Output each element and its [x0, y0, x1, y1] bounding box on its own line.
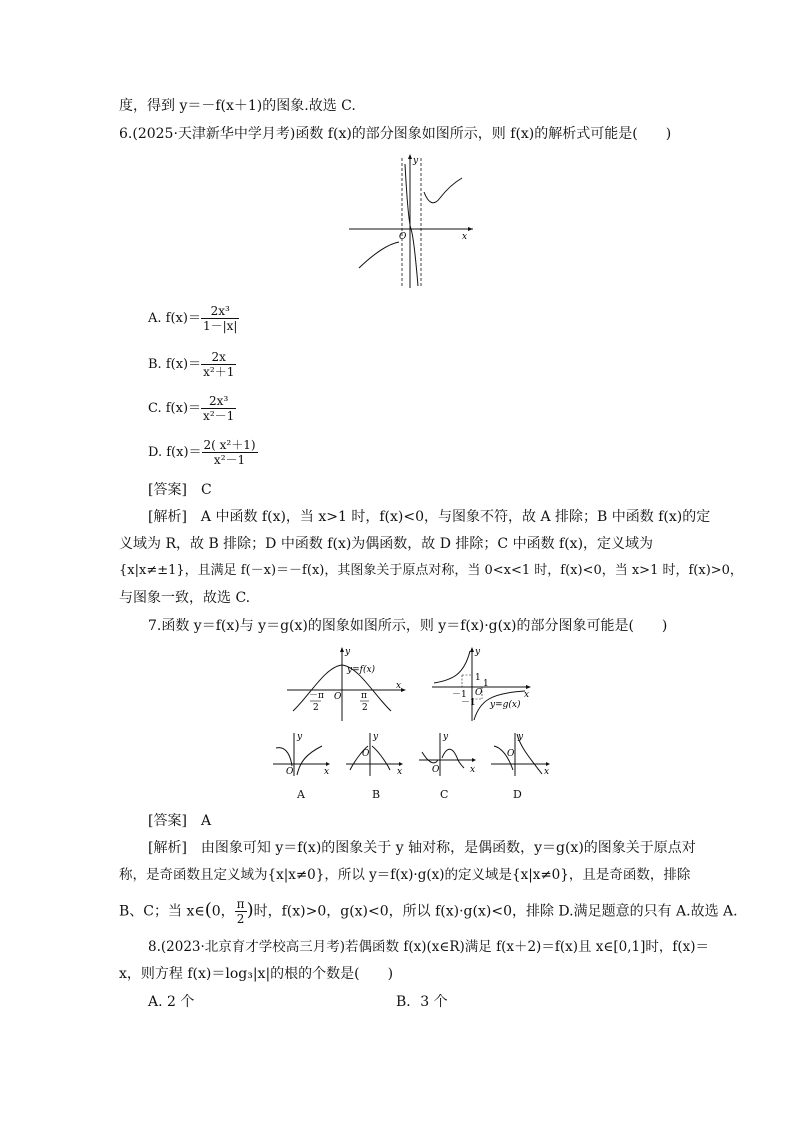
svg-text:O: O	[286, 767, 294, 777]
svg-text:y: y	[373, 732, 379, 742]
explanation-6-line1: [解析] A 中函数 f(x)，当 x>1 时，f(x)<0，与图象不符，故 A 排除；B 中函数 f(x)的定	[148, 509, 711, 525]
svg-text:x: x	[544, 767, 550, 777]
q6-figure	[345, 150, 475, 290]
text-line: 度，得到 y＝－f(x＋1)的图象.故选 C.	[119, 98, 356, 114]
question-7: 7.函数 y＝f(x)与 y＝g(x)的图象如图所示，则 y＝f(x)·g(x)的部分图象可能是( )	[148, 618, 668, 634]
svg-text:π: π	[361, 691, 367, 701]
svg-text:－π: －π	[309, 691, 324, 701]
y-label: y	[413, 156, 419, 166]
svg-text:－1: －1	[452, 690, 467, 700]
svg-text:－1: －1	[461, 698, 476, 708]
question-8-line1: 8.(2023·北京育才学校高三月考)若偶函数 f(x)(x∈R)满足 f(x＋2)＝f(x)且 x∈[0,1]时，f(x)＝	[148, 939, 710, 955]
question-6: 6.(2025·天津新华中学月考)函数 f(x)的部分图象如图所示，则 f(x)的解析式可能是( )	[119, 126, 672, 142]
g-curve-left	[434, 651, 470, 683]
explanation-6-line3: {x|x≠±1}，且满足 f(－x)＝－f(x)，其图象关于原点对称，当 0<x<1 时，f(x)<0，当 x>1 时，f(x)>0，	[119, 563, 743, 578]
q7-sublabel-b: B	[372, 788, 381, 801]
q7-gx-graph	[430, 645, 535, 723]
q7-sublabel-a: A	[297, 788, 305, 801]
svg-text:x: x	[470, 765, 476, 775]
svg-text:y: y	[443, 732, 449, 742]
svg-text:O: O	[475, 688, 483, 698]
svg-text:O: O	[334, 692, 342, 702]
explanation-7-line1: [解析] 由图象可知 y＝f(x)的图象关于 y 轴对称，是偶函数，y＝g(x)的图象关于原点对	[148, 840, 696, 856]
curve-left-branch	[359, 242, 399, 268]
option-6d: D. f(x)＝ $\frac{\text{2( x²＋1)}}{\text{x²－1}}$	[148, 438, 256, 467]
curve-middle-branch	[405, 164, 418, 286]
g-label: y=g(x)	[490, 700, 521, 710]
x-label: x	[462, 232, 468, 242]
option-6a: A. f(x)＝ $\frac{\text{2x³}}{1-|x|}$	[148, 304, 238, 333]
explanation-7-line2: 称，是奇函数且定义域为{x|x≠0}，所以 y＝f(x)·g(x)的定义域是{x|x≠0}，且是奇函数，排除	[119, 867, 691, 883]
svg-text:y: y	[518, 732, 524, 742]
svg-text:x: x	[524, 690, 530, 700]
q7-option-a-graph	[272, 730, 332, 778]
answer-7: [答案] A	[148, 813, 212, 829]
svg-text:O: O	[432, 765, 440, 775]
origin-label: O	[399, 232, 407, 242]
q7-sublabel-c: C	[440, 788, 449, 801]
explanation-6-line2: 义域为 R，故 B 排除；D 中函数 f(x)为偶函数，故 D 排除；C 中函数 f(x)，定义域为	[119, 536, 654, 552]
svg-text:x: x	[397, 767, 403, 777]
q7-option-b-graph	[345, 730, 405, 778]
q7-option-c-graph	[418, 730, 478, 778]
q7-fx-graph	[285, 645, 410, 723]
question-8-line2: x，则方程 f(x)＝log₃|x|的根的个数是( )	[119, 966, 394, 982]
svg-text:y: y	[475, 647, 481, 657]
svg-text:x: x	[324, 767, 330, 777]
option-6b: B. f(x)＝ $\frac{2x}{\text{x²＋1}}$	[148, 350, 235, 379]
svg-text:1: 1	[483, 679, 489, 689]
svg-text:O: O	[507, 749, 515, 759]
svg-text:O: O	[362, 749, 370, 759]
question-8-option-b: B．3 个	[396, 994, 448, 1010]
f-label: y=f(x)	[347, 665, 376, 675]
svg-text:x: x	[396, 681, 402, 691]
explanation-7-line3: B、C；当 x∈(0， $\frac{\pi}{2}$ )时，f(x)>0，g(x)<0，所以 f(x)·g(x)<0，排除 D.满足题意的只有 A.故选 A.	[119, 897, 738, 926]
option-6c: C. f(x)＝ $\frac{\text{2x³}}{\text{x²－1}}$	[148, 394, 235, 423]
svg-text:2: 2	[313, 703, 319, 713]
svg-text:y: y	[297, 732, 303, 742]
explanation-6-line4: 与图象一致，故选 C.	[119, 590, 251, 606]
svg-text:2: 2	[362, 703, 368, 713]
svg-text:y: y	[345, 647, 351, 657]
q7-sublabel-d: D	[513, 788, 522, 801]
question-8-option-a: A. 2 个	[148, 994, 195, 1010]
q7-option-d-graph	[490, 730, 552, 778]
answer-6: [答案] C	[148, 482, 212, 498]
svg-text:1: 1	[475, 673, 481, 683]
curve-right-branch	[424, 178, 462, 203]
